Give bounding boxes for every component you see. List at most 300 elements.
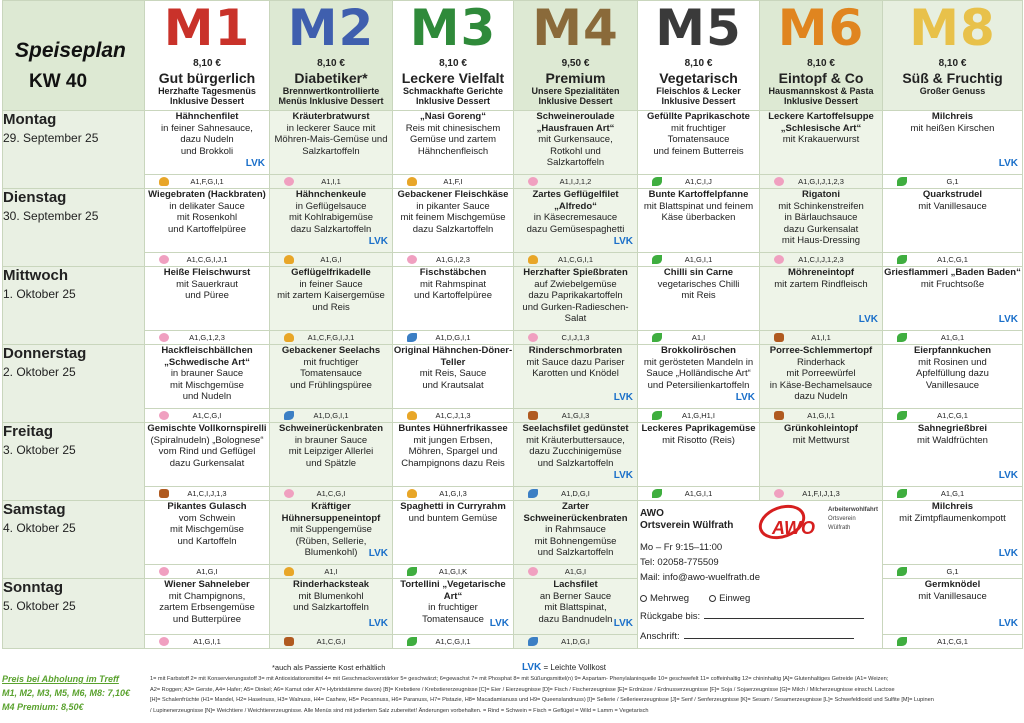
meal-title: Kräftiger Hühnersuppeneintopf	[281, 501, 381, 524]
veg-icon	[407, 567, 417, 576]
meal-desc: mit zartem Kaisergemüse	[277, 290, 385, 302]
allergen-codes: A1,G,I,1	[193, 637, 221, 646]
meal-desc: Salzkartoffeln	[302, 145, 360, 157]
meal-desc: dazu Paprikakartoffeln	[528, 290, 623, 302]
menu-price: 9,50 €	[561, 58, 590, 69]
meal-desc: Käse überbacken	[661, 212, 736, 224]
rueckgabe-field[interactable]	[704, 618, 864, 619]
meal-cell[interactable]	[145, 501, 270, 579]
allergen-legend: 1= mit Farbstoff 2= mit Konservierungsstoff 3= mit Antioxidationsmittel 4= mit Geschmacksverstärker 5= geschwärzt; 6=gewachst 7= mit Phosphat 8= mit Süßungsmittel(n) 9= Aspartam- Phenylalaninquelle 10= geschwefelt 11= coffeinhaltig 12= chininhaltig [A]= Glutenhaltiges Getreide (A1= Weizen; A2= Roggen; A3= Gerste, A4= Hafer; A5= Dinkel; A6= Kamut oder A7= Hybridstämme davon) [B]= Krebstiere / Krebstiererzeugnisse [C]= Eier / Eierzeugnisse [D]= Fisch / Fischerzeugnisse [E]= Erdnüsse / Erdnusserzeugnisse [F]= Soja / Sojaerzeugnisse [G]= Milch / Milcherzeugnisse einschl. Lactose [H]= Schalenfrüchte (H1= Mandel, H2= Haselnuss, H3= Walnuss, H4= Cashew, H5= Pecannuss, H6= Paranuss, H7= Pistazie, H8= Macadamianuss und H9= Queenslandnuss) [I]= Sellerie / Sellerieerzeugnisse [J]= Senf / Senferzeugnisse [K]= Sesam / Sesamerzeugnisse [L]= Schwefeldioxid und Sulfite [M]= Lupinen / Lupinenerzeugnisse [N]= Weichtiere / Weichtiererzeugnisse. Alle Menüs sind mit jodiertem Salz zubereitet! Änderungen vorbehalten. = Rind = Schwein = Fisch = Geflügel = Wild = Lamm = Vegetarisch	[150, 676, 934, 714]
meal-desc: mit Risotto (Reis)	[662, 434, 735, 446]
menu-sub1: Fleischlos & Lecker	[656, 86, 741, 96]
meal-cell[interactable]	[270, 111, 393, 189]
meal-cell[interactable]	[270, 423, 393, 501]
fish-icon	[528, 637, 538, 646]
meal-cell[interactable]	[393, 423, 514, 501]
allergen-bar	[514, 486, 637, 500]
allergen-codes: A1,C,F,G,I,J,1	[307, 333, 355, 342]
menu-header-m3	[393, 1, 514, 111]
meal-title: Hackfleischbällchen „Schwedische Art“	[161, 345, 253, 368]
allergen-bar	[883, 330, 1022, 344]
pig-icon	[159, 411, 169, 420]
meal-cell[interactable]	[393, 111, 514, 189]
meal-desc: mit zartem Rindfleisch	[774, 278, 868, 290]
meal-desc: (Rüben, Sellerie,	[295, 535, 367, 547]
meal-cell[interactable]	[514, 111, 638, 189]
day-name: Montag	[3, 111, 57, 128]
meal-desc: in brauner Sauce	[294, 434, 368, 446]
meal-desc: Möhren, Spargel und	[408, 446, 498, 458]
day-cell	[3, 345, 145, 423]
day-name: Mittwoch	[3, 267, 68, 284]
menu-code: M6	[777, 0, 865, 57]
pig-icon	[159, 255, 169, 264]
meal-desc: in Käsecremesauce	[533, 212, 618, 224]
meal-desc: und buntem Gemüse	[408, 512, 498, 524]
meal-desc: Rotkohl und	[550, 145, 601, 157]
allergen-bar	[514, 564, 637, 578]
meal-title: Möhreneintopf	[788, 267, 854, 278]
allergen-codes: A1,C,I,J,1,3	[187, 489, 227, 498]
menu-name: Diabetiker*	[294, 70, 368, 86]
meal-desc: mit Blattspinat,	[544, 602, 607, 614]
allergen-bar	[638, 486, 759, 500]
allergen-codes: A1,D,G,I,1	[435, 333, 471, 342]
meal-title: Hähnchenfilet	[175, 111, 239, 122]
allergen-bar	[760, 408, 882, 422]
day-cell	[3, 267, 145, 345]
meal-desc: und Nudeln	[182, 391, 232, 403]
meal-cell[interactable]	[393, 345, 514, 423]
pig-icon	[159, 333, 169, 342]
meal-cell[interactable]	[638, 267, 760, 345]
veg-icon	[652, 177, 662, 186]
meal-cell[interactable]	[145, 111, 270, 189]
lvk-badge: LVK	[613, 470, 633, 482]
day-name: Donnerstag	[3, 345, 87, 362]
beef-icon	[774, 411, 784, 420]
meal-desc: in Rahmsauce	[545, 524, 606, 536]
meal-title: Bunte Kartoffelpfanne	[648, 189, 749, 200]
meal-title: Tortellini „Vegetarische Art“	[400, 579, 506, 602]
meal-desc: vegetarisches Chilli	[657, 278, 740, 290]
meal-title: Seelachsfilet gedünstet	[522, 423, 629, 434]
meal-desc: vom Rind und Geflügel	[158, 446, 256, 458]
meal-title: Quarkstrudel	[922, 189, 983, 200]
menu-sub2: Inklusive Dessert	[661, 96, 736, 106]
meal-title: Original Hähnchen-Döner-Teller	[393, 345, 513, 368]
meal-desc: an Berner Sauce	[539, 590, 612, 602]
awo-logo-text: AWO	[772, 518, 815, 538]
pig-icon	[528, 177, 538, 186]
meal-desc: Salat	[564, 313, 587, 325]
meal-desc: Reis mit chinesischem	[405, 122, 501, 134]
chicken-icon	[407, 489, 417, 498]
meal-cell[interactable]	[883, 189, 1023, 267]
menu-sub1: Brennwertkontrollierte	[282, 86, 380, 96]
pig-icon	[159, 637, 169, 646]
meal-cell[interactable]	[638, 345, 760, 423]
day-date: 3. Oktober 25	[3, 443, 76, 457]
allergen-bar	[145, 634, 269, 648]
allergen-codes: A1,C,G,1	[937, 411, 968, 420]
awo-contact-box	[640, 500, 886, 664]
meal-desc: und Salzkartoffeln	[537, 547, 614, 559]
meal-cell[interactable]	[145, 189, 270, 267]
allergen-codes: A1,G,I,1	[684, 489, 713, 498]
meal-desc: mit Rahmspinat	[420, 278, 486, 290]
meal-desc: und Reis	[312, 301, 350, 313]
meal-cell[interactable]	[638, 189, 760, 267]
day-name: Sonntag	[3, 579, 63, 596]
allergen-bar	[514, 408, 637, 422]
day-date: 2. Oktober 25	[3, 365, 76, 379]
lvk-badge: LVK	[998, 470, 1018, 482]
menu-sub2: Inklusive Dessert	[415, 96, 491, 106]
allergen-codes: A1,D,G,I,1	[313, 411, 349, 420]
allergen-bar	[883, 564, 1022, 578]
chicken-icon	[407, 411, 417, 420]
meal-title: Milchreis	[931, 501, 974, 512]
meal-cell[interactable]	[514, 189, 638, 267]
allergen-codes: A1,G,I	[320, 255, 342, 264]
menu-price: 8,10 €	[193, 58, 221, 69]
meal-title: Schweineroulade „Hausfrauen Art“	[536, 111, 615, 134]
meal-desc: mit jungen Erbsen,	[413, 434, 493, 446]
meal-desc: in fruchtiger	[428, 602, 478, 614]
meal-cell[interactable]	[883, 423, 1023, 501]
lvk-badge: LVK	[998, 618, 1018, 630]
allergen-bar	[145, 252, 269, 266]
day-cell	[3, 111, 145, 189]
meal-cell[interactable]	[270, 267, 393, 345]
meal-title: Gefüllte Paprikaschote	[647, 111, 750, 122]
meal-desc: dazu Gurkensalat	[169, 457, 245, 469]
allergen-codes: A1,C,G,I	[316, 637, 346, 646]
meal-title: Schweinerückenbraten	[278, 423, 383, 434]
meal-desc: Tomatensauce	[422, 613, 484, 625]
menu-sub2: Inklusive Dessert	[783, 96, 859, 106]
lvk-badge: LVK	[613, 392, 633, 404]
meal-desc: Sauce „Holländische Art“	[646, 368, 751, 380]
veg-icon	[407, 637, 417, 646]
lvk-badge: LVK	[245, 158, 265, 170]
pig-icon	[528, 333, 538, 342]
day-name: Dienstag	[3, 189, 67, 206]
meal-desc: zartem Erbsengemüse	[159, 602, 255, 614]
meal-cell[interactable]	[145, 345, 270, 423]
allergen-codes: A1,I	[324, 567, 338, 576]
meal-title: Gemischte Vollkornspirelli	[147, 423, 267, 434]
meal-cell[interactable]	[514, 345, 638, 423]
allergen-bar	[393, 564, 513, 578]
meal-desc: mit gerösteten Mandeln in	[643, 356, 754, 368]
meal-desc: mit heißen Kirschen	[910, 122, 995, 134]
meal-desc: und Kartoffelpüree	[168, 223, 246, 235]
meal-cell[interactable]	[760, 423, 883, 501]
day-row	[3, 267, 1023, 345]
lvk-badge: LVK	[368, 548, 388, 560]
meal-desc: mit Mettwurst	[792, 434, 850, 446]
lvk-badge: LVK	[613, 236, 633, 248]
fish-icon	[284, 411, 294, 420]
meal-desc: mit feinem Mischgemüse	[400, 212, 506, 224]
allergen-codes: A1,F,G,I,1	[190, 177, 224, 186]
meal-desc: mit fruchtiger	[303, 356, 359, 368]
day-cell	[3, 189, 145, 267]
allergen-bar	[270, 564, 392, 578]
veg-icon	[652, 255, 662, 264]
meal-title: Gebackener Fleischkäse	[397, 189, 509, 200]
rueckgabe-label: Rückgabe bis:	[640, 611, 701, 622]
menu-header-m1	[145, 1, 270, 111]
mehrweg-radio[interactable]	[640, 595, 647, 602]
meal-cell[interactable]	[514, 423, 638, 501]
pig-icon	[528, 567, 538, 576]
meal-desc: in brauner Sauce	[170, 368, 244, 380]
fish-icon	[528, 489, 538, 498]
menu-name: Süß & Fruchtig	[902, 70, 1003, 86]
allergen-bar	[145, 408, 269, 422]
meal-title: Zartes Geflügelfilet „Alfredo“	[532, 189, 619, 212]
allergen-bar	[270, 486, 392, 500]
allergen-codes: A1,G,I	[196, 567, 218, 576]
meal-desc: (Spiralnudeln) „Bolognese“	[150, 434, 264, 446]
meal-desc: in feiner Sauce	[299, 278, 363, 290]
veg-icon	[652, 333, 662, 342]
allergen-bar	[638, 174, 759, 188]
allergen-bar	[145, 564, 269, 578]
meal-title: Pikantes Gulasch	[167, 501, 247, 512]
meal-cell[interactable]	[883, 579, 1023, 649]
meal-desc: dazu Nudeln	[180, 134, 234, 146]
meal-desc: Karotten und Knödel	[532, 368, 619, 380]
menu-price: 8,10 €	[317, 58, 345, 69]
meal-desc: und Püree	[185, 290, 229, 302]
menu-sub2: Inklusive Dessert	[538, 96, 613, 106]
meal-cell[interactable]	[883, 111, 1023, 189]
allergen-bar	[883, 634, 1022, 648]
allergen-codes: A1,C,J,1,3	[435, 411, 471, 420]
meal-desc: in leckerer Sauce mit	[286, 122, 376, 134]
awo-tel: Tel: 02058-775509	[640, 557, 719, 568]
menu-sub1: Hausmannskost & Pasta	[768, 86, 874, 96]
header-corner	[3, 1, 145, 111]
menu-name: Leckere Vielfalt	[401, 70, 505, 86]
lvk-badge: LVK	[368, 618, 388, 630]
meal-desc: in Käse-Bechamelsauce	[769, 379, 873, 391]
meal-title: Leckeres Paprikagemüse	[641, 423, 756, 434]
menu-code: M4	[532, 0, 619, 57]
anschrift-field[interactable]	[684, 638, 854, 639]
meal-title: Hähnchenkeule	[295, 189, 367, 200]
meal-cell[interactable]	[760, 189, 883, 267]
allergen-codes: A1,G,I,J,1,2,3	[798, 177, 844, 186]
anschrift-label: Anschrift:	[640, 631, 680, 642]
allergen-bar	[393, 174, 513, 188]
meal-cell[interactable]	[760, 345, 883, 423]
allergen-codes: A1,C,G,I	[192, 411, 222, 420]
einweg-radio[interactable]	[709, 595, 716, 602]
meal-title: Sahnegrießbrei	[917, 423, 988, 434]
meal-cell[interactable]	[270, 501, 393, 579]
meal-title: Spaghetti in Curryrahm	[400, 501, 506, 512]
allergen-codes: A1,I,J,1,2	[559, 177, 592, 186]
allergen-bar	[393, 486, 513, 500]
meal-desc: mit Porreewürfel	[786, 368, 856, 380]
meal-desc: dazu Nudeln	[794, 391, 848, 403]
menu-name: Gut bürgerlich	[158, 70, 256, 86]
meal-desc: dazu Salzkartoffeln	[412, 223, 494, 235]
awo-mail: Mail: info@awo-wuelfrath.de	[640, 572, 761, 583]
allergen-bar	[760, 330, 882, 344]
day-row	[3, 111, 1023, 189]
allergen-codes: A1,I	[691, 333, 706, 342]
lvk-badge: LVK	[998, 548, 1018, 560]
meal-cell[interactable]	[883, 345, 1023, 423]
meal-desc: dazu Salzkartoffeln	[290, 223, 372, 235]
menu-header-m8	[883, 1, 1023, 111]
veg-icon	[897, 489, 907, 498]
passiert-note: *auch als Passierte Kost erhältlich	[272, 663, 386, 672]
allergen-bar	[638, 408, 759, 422]
meal-desc: mit Reis, Sauce	[419, 368, 487, 380]
meal-cell[interactable]	[145, 267, 270, 345]
allergen-codes: A1,G,I,3	[439, 489, 467, 498]
menu-code: M1	[163, 0, 251, 57]
day-date: 5. Oktober 25	[3, 599, 76, 613]
day-cell	[3, 501, 145, 579]
allergen-codes: A1,G,1	[940, 333, 965, 342]
day-date: 1. Oktober 25	[3, 287, 76, 301]
day-date: 4. Oktober 25	[3, 521, 76, 535]
meal-cell[interactable]	[514, 267, 638, 345]
meal-desc: mit Vanillesauce	[918, 590, 987, 602]
menu-sub2: Menüs Inklusive Dessert	[278, 96, 384, 106]
allergen-bar	[514, 330, 637, 344]
chicken-icon	[407, 177, 417, 186]
beef-icon	[774, 333, 784, 342]
page-title: Speiseplan	[15, 39, 126, 62]
veg-icon	[652, 411, 662, 420]
menu-header-m5	[638, 1, 760, 111]
meal-desc: und Spätzle	[305, 457, 357, 469]
allergen-codes: A1,C,G,I,1	[435, 637, 471, 646]
meal-cell[interactable]	[514, 501, 638, 579]
meal-cell[interactable]	[760, 267, 883, 345]
meal-title: Eierpfannkuchen	[913, 345, 992, 356]
meal-cell[interactable]	[514, 579, 638, 649]
menu-sub1: Großer Genuss	[919, 86, 986, 96]
allergen-codes: A1,I,1	[321, 177, 341, 186]
meal-title: Kräuterbratwurst	[292, 111, 370, 122]
pig-icon	[774, 177, 784, 186]
beef-icon	[159, 489, 169, 498]
meal-cell[interactable]	[638, 111, 760, 189]
meal-cell[interactable]	[883, 267, 1023, 345]
allergen-bar	[638, 330, 759, 344]
meal-desc: Apfelfüllung dazu	[916, 368, 989, 380]
chicken-icon	[284, 333, 294, 342]
einweg-label: Einweg	[719, 593, 751, 604]
meal-title: „Nasi Goreng“	[420, 111, 486, 122]
menu-code: M8	[909, 0, 996, 57]
lvk-badge: LVK	[998, 314, 1018, 326]
meal-cell[interactable]	[883, 501, 1023, 579]
meal-cell[interactable]	[393, 501, 514, 579]
meal-title: Gebackener Seelachs	[281, 345, 381, 356]
meal-title: Porree-Schlemmertopf	[769, 345, 873, 356]
meal-cell[interactable]	[270, 189, 393, 267]
menu-sub1: Unsere Spezialitäten	[531, 86, 620, 96]
allergen-bar	[145, 486, 269, 500]
day-row	[3, 423, 1023, 501]
meal-desc: Champignons dazu Reis	[401, 457, 505, 469]
menu-header-m6	[760, 1, 883, 111]
beef-icon	[284, 637, 294, 646]
allergen-bar	[760, 252, 882, 266]
meal-cell[interactable]	[638, 423, 760, 501]
meal-cell[interactable]	[145, 423, 270, 501]
meal-desc: vom Schwein	[178, 512, 236, 524]
meal-desc: und Brokkoli	[180, 145, 234, 157]
menu-header-m4	[514, 1, 638, 111]
veg-icon	[897, 637, 907, 646]
allergen-bar	[270, 634, 392, 648]
allergen-bar	[514, 174, 637, 188]
meal-cell[interactable]	[393, 189, 514, 267]
week-label: KW 40	[29, 71, 88, 92]
meal-desc: mit Fruchtsoße	[920, 278, 985, 290]
meal-desc: und Salzkartoffeln	[293, 602, 369, 614]
lvk-badge: LVK	[368, 236, 388, 248]
menu-sub2: Inklusive Dessert	[169, 96, 245, 106]
meal-desc: mit Gurkensauce,	[538, 134, 613, 146]
meal-desc: und Butterpüree	[172, 613, 242, 625]
meal-cell[interactable]	[393, 267, 514, 345]
meal-title: Germknödel	[924, 579, 981, 590]
meal-desc: mit Rosinen und	[918, 356, 987, 368]
meal-desc: in Geflügelsauce	[295, 200, 367, 212]
allergen-codes: A1,G,I,1	[807, 411, 835, 420]
menu-code: M2	[287, 0, 375, 57]
meal-title: Griesflammeri „Baden Baden“	[884, 267, 1021, 278]
allergen-codes: A1,C,G,1	[937, 637, 968, 646]
day-row	[3, 189, 1023, 267]
meal-cell[interactable]	[270, 345, 393, 423]
meal-desc: mit Blumenkohl	[298, 590, 364, 602]
allergen-codes: A1,D,G,I	[561, 637, 590, 646]
day-name: Samstag	[3, 501, 66, 518]
meal-cell[interactable]	[145, 579, 270, 649]
day-cell	[3, 423, 145, 501]
day-row	[3, 345, 1023, 423]
meal-cell[interactable]	[760, 111, 883, 189]
menu-name: Vegetarisch	[659, 70, 738, 86]
menu-name: Premium	[545, 70, 606, 86]
awo-hours: Mo – Fr 9:15–11:00	[640, 542, 723, 553]
meal-desc: mit Mischgemüse	[170, 524, 244, 536]
meal-desc: in delikater Sauce	[169, 200, 245, 212]
allergen-bar	[638, 252, 759, 266]
lvk-badge: LVK	[489, 618, 509, 630]
meal-cell[interactable]	[393, 579, 514, 649]
chicken-icon	[284, 567, 294, 576]
meal-cell[interactable]	[270, 579, 393, 649]
meal-title: Rinderschmorbraten	[528, 345, 623, 356]
meal-title: Chilli sin Carne	[663, 267, 734, 278]
meal-desc: und Kartoffelpüree	[414, 290, 492, 302]
